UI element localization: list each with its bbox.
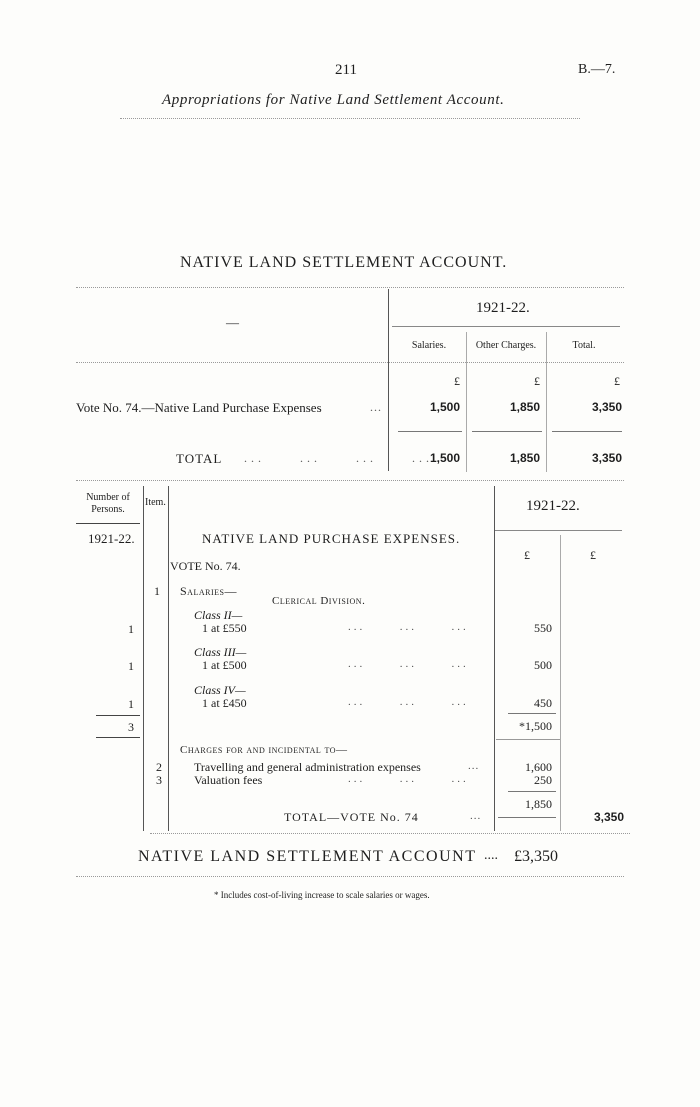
summary-year: 1921-22. (476, 300, 530, 316)
summary-total-label: TOTAL (176, 451, 223, 466)
currency-total: £ (614, 374, 620, 388)
detail-currency-1: £ (524, 548, 530, 562)
summary-year-rule (392, 326, 620, 327)
detail-year-left: 1921-22. (88, 531, 135, 546)
salaries-label: Salaries— (180, 584, 237, 598)
item-text-divider (168, 486, 169, 831)
vote-total-amount: 3,350 (593, 810, 624, 824)
class-desc: 1 at £500 (202, 658, 247, 672)
grand-total-amount: £3,350 (514, 848, 558, 865)
persons-total: 3 (128, 720, 134, 734)
col-divider-1 (466, 332, 467, 472)
page-subtitle: Appropriations for Native Land Settlement Account. (162, 92, 505, 108)
detail-top-rule (76, 480, 624, 481)
class-name: Class III— (194, 645, 247, 659)
class-persons: 1 (128, 622, 134, 636)
summary-header-rule (76, 362, 624, 363)
summary-row-label: Vote No. 74.—Native Land Purchase Expenses (76, 400, 322, 415)
vote-total-label: TOTAL—VOTE No. 74 (284, 810, 419, 824)
detail-bottom-rule (150, 833, 630, 834)
class-name: Class II— (194, 608, 243, 622)
summary-sum-rule-1 (398, 431, 462, 432)
charge-item-number: 2 (156, 760, 162, 774)
vote-total-rule (498, 817, 556, 818)
persons-total-rule (96, 715, 140, 716)
charge-amount: 250 (534, 773, 552, 787)
currency-salaries: £ (454, 374, 460, 388)
summary-sum-rule-3 (552, 431, 622, 432)
class-dots: ... ... ... (348, 658, 469, 670)
summary-row-total: 3,350 (591, 400, 622, 414)
division-label: Clerical Division. (272, 595, 366, 607)
charges-subtotal-rule (508, 791, 556, 792)
text-amount-divider (494, 486, 495, 831)
col-divider-2 (546, 332, 547, 472)
amount-total-divider (560, 535, 561, 831)
class-dots: ... ... ... (348, 696, 469, 708)
grand-total-rule (76, 876, 624, 877)
col-salaries-header: Salaries. (411, 340, 447, 351)
summary-dash: — (226, 315, 239, 330)
charges-label: Charges for and incidental to— (180, 744, 348, 756)
document-reference: B.—7. (578, 62, 616, 77)
vote-total-dots: ... (470, 810, 482, 822)
grand-total-label: NATIVE LAND SETTLEMENT ACCOUNT (138, 848, 477, 865)
col-item-header: Item. (145, 497, 166, 508)
summary-row-other: 1,850 (509, 400, 540, 414)
salaries-item-number: 1 (154, 584, 160, 598)
summary-sum-rule-2 (472, 431, 542, 432)
vote-label: VOTE No. 74. (170, 559, 241, 573)
subtitle-rule (120, 118, 580, 119)
summary-divider (388, 289, 389, 471)
class-amount: 550 (534, 621, 552, 635)
detail-year-right: 1921-22. (526, 498, 580, 514)
salaries-subtotal-rule (508, 713, 556, 714)
header-rule-persons (76, 523, 140, 524)
charge-label: Travelling and general administration expenses (194, 760, 421, 774)
summary-total-salaries: 1,500 (429, 451, 460, 465)
class-amount: 450 (534, 696, 552, 710)
salaries-total: *1,500 (519, 719, 552, 733)
summary-row-salaries: 1,500 (429, 400, 460, 414)
col-total-header: Total. (572, 340, 596, 351)
class-desc: 1 at £450 (202, 696, 247, 710)
summary-row-dots: ... (370, 400, 382, 414)
header-rule-right (494, 530, 622, 531)
charges-total: 1,850 (525, 797, 552, 811)
class-amount: 500 (534, 658, 552, 672)
class-desc: 1 at £550 (202, 621, 247, 635)
col-persons-header: Number of Persons. (86, 492, 130, 515)
class-persons: 1 (128, 697, 134, 711)
footnote: * Includes cost-of-living increase to scale salaries or wages. (214, 890, 430, 900)
page-number: 211 (335, 62, 357, 78)
class-dots: ... ... ... (348, 621, 469, 633)
salaries-bottom-rule (496, 739, 560, 740)
class-name: Class IV— (194, 683, 246, 697)
summary-title: NATIVE LAND SETTLEMENT ACCOUNT. (180, 254, 508, 271)
persons-bottom-rule (96, 737, 140, 738)
summary-total-total: 3,350 (591, 451, 622, 465)
summary-top-rule (76, 287, 624, 288)
currency-other: £ (534, 374, 540, 388)
class-persons: 1 (128, 659, 134, 673)
persons-item-divider (143, 486, 144, 831)
grand-total-dots: .... (484, 848, 498, 863)
charge-item-number: 3 (156, 773, 162, 787)
detail-heading: NATIVE LAND PURCHASE EXPENSES. (202, 531, 461, 546)
col-other-header: Other Charges. (475, 340, 537, 351)
charge-dots: ... (468, 760, 480, 772)
charge-dots: ... ... ... (348, 773, 469, 785)
summary-total-dots: ... ... ... ... (244, 451, 433, 465)
charge-amount: 1,600 (525, 760, 552, 774)
charge-label: Valuation fees (194, 773, 263, 787)
summary-total-other: 1,850 (509, 451, 540, 465)
detail-currency-2: £ (590, 548, 596, 562)
